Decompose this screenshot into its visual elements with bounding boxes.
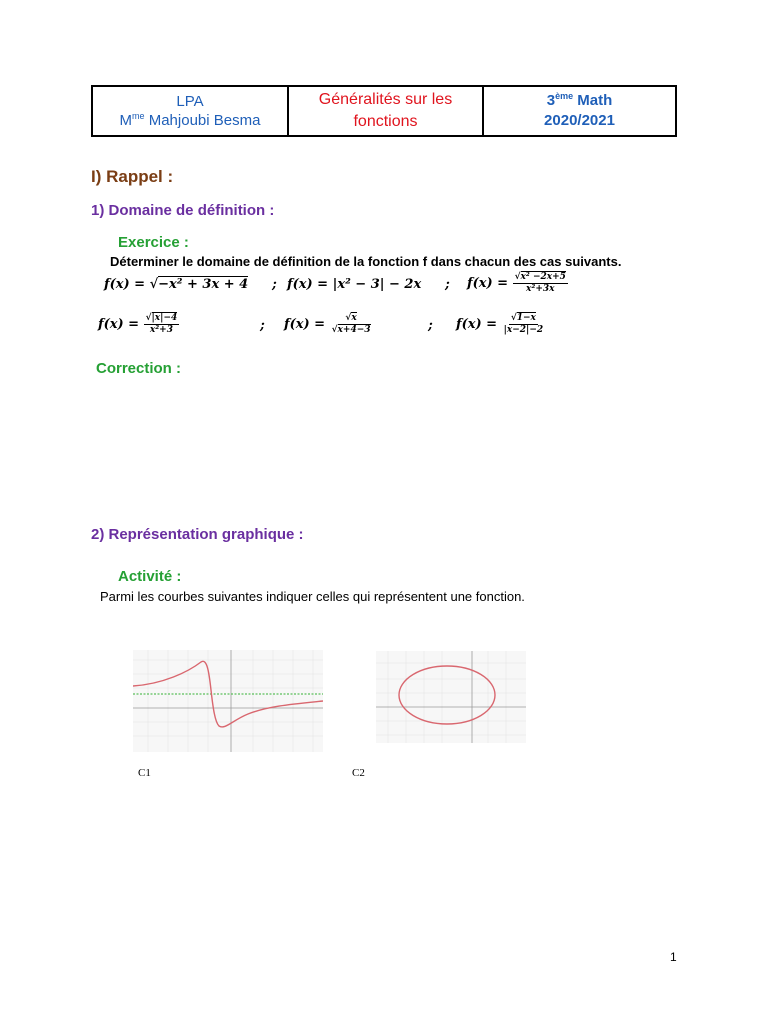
level-name: Math <box>573 92 613 109</box>
formula-6-lhs: f(x) = <box>456 317 498 332</box>
school-year: 2020/2021 <box>544 112 615 129</box>
graph-c1 <box>133 650 323 752</box>
formula-5-fraction <box>330 313 373 336</box>
formula-4-num: √|x|−4 <box>145 313 178 323</box>
formula-6-den: |x−2|−2 <box>503 325 544 335</box>
formula-5-lhs: f(x) = <box>284 317 326 332</box>
formula-4 <box>98 313 179 336</box>
formula-1 <box>104 277 248 292</box>
graph-c2 <box>376 651 526 743</box>
page-number: 1 <box>670 950 677 964</box>
section-heading-rappel: I) Rappel : <box>91 167 174 186</box>
correction-label: Correction : <box>96 360 182 377</box>
caption-c2: C2 <box>352 767 365 779</box>
activite-text: Parmi les courbes suivantes indiquer celles qui représentent une fonction. <box>100 589 525 604</box>
subheading-domaine: 1) Domaine de définition : <box>91 202 275 219</box>
level <box>547 91 613 111</box>
formula-sep-2: ; <box>445 277 450 292</box>
title-line-1: Généralités sur les <box>318 91 453 108</box>
formula-4-den: x²+3 <box>149 325 173 335</box>
subheading-representation: 2) Représentation graphique : <box>91 526 304 543</box>
formula-sep-1: ; <box>272 277 277 292</box>
formula-6-num: √1−x <box>510 313 536 323</box>
formula-2: f(x) = |x² − 3| − 2x <box>287 277 422 292</box>
formula-5 <box>284 313 373 336</box>
formula-3-num: √x² −2x+5 <box>514 272 566 282</box>
header-school-cell <box>93 87 289 135</box>
formula-5-num-text: x <box>351 313 357 323</box>
header-level-cell <box>484 87 675 135</box>
formula-3-den: x²+3x <box>526 284 555 294</box>
exercice-text: Déterminer le domaine de définition de la fonction f dans chacun des cas suivants. <box>110 254 622 269</box>
formula-4-num-text: |x|−4 <box>151 313 178 323</box>
formula-5-den: √x+4−3 <box>331 325 371 335</box>
activite-label: Activité : <box>118 568 182 585</box>
header-title-cell <box>289 87 484 135</box>
teacher-name <box>120 111 261 130</box>
formula-3-num-text: x² −2x+5 <box>520 272 566 282</box>
formula-3-fraction <box>513 272 568 295</box>
caption-c1: C1 <box>138 767 151 779</box>
formula-5-den-text: x+4−3 <box>337 325 371 335</box>
formula-4-fraction <box>144 313 180 336</box>
formula-1-lhs: f(x) = √ <box>104 277 159 292</box>
formula-sep-4: ; <box>428 318 433 333</box>
formula-5-num: √x <box>345 313 357 323</box>
formula-sep-3: ; <box>260 318 265 333</box>
graph-c1-background <box>133 650 323 752</box>
exercice-label: Exercice : <box>118 234 189 251</box>
header-table <box>91 85 677 137</box>
level-sup: ème <box>555 91 574 101</box>
formula-3-lhs: f(x) = <box>467 276 509 291</box>
formula-6-fraction <box>502 313 546 336</box>
teacher-sup: me <box>132 111 145 121</box>
formula-3 <box>467 272 568 295</box>
formula-4-lhs: f(x) = <box>98 317 140 332</box>
title-line-2: fonctions <box>353 113 418 130</box>
formula-6 <box>456 313 545 336</box>
formula-6-num-text: 1−x <box>516 313 536 323</box>
level-num: 3 <box>546 92 556 109</box>
formula-1-radicand: −x² + 3x + 4 <box>158 277 249 292</box>
teacher-prefix: M <box>119 112 133 129</box>
school-name: LPA <box>176 93 204 110</box>
teacher-surname: Mahjoubi Besma <box>144 112 261 129</box>
